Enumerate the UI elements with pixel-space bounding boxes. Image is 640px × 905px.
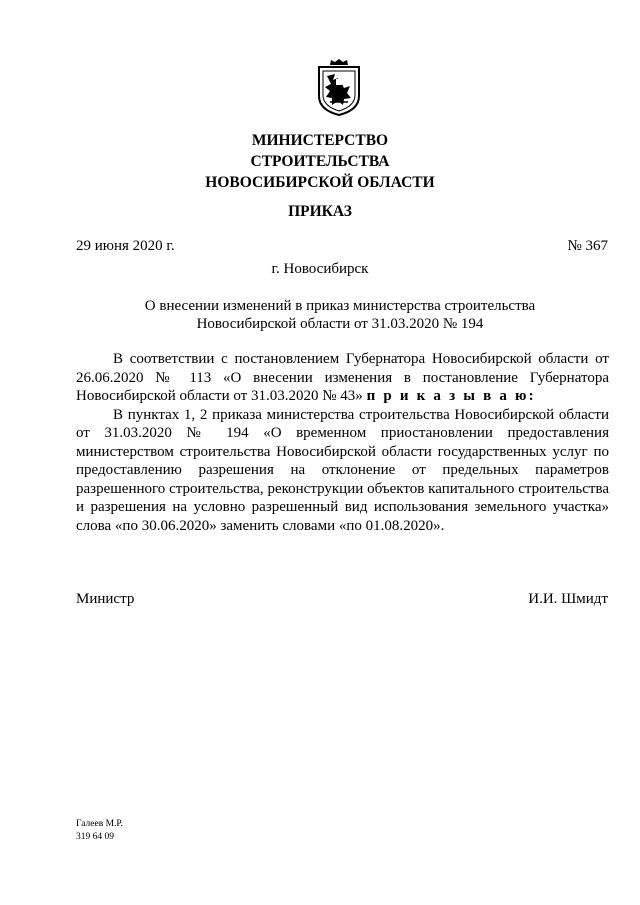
document-date: 29 июня 2020 г. [76, 238, 175, 254]
signer-name: И.И. Шмидт [528, 591, 608, 607]
header-line-2: СТРОИТЕЛЬСТВА [250, 153, 390, 170]
executor-phone: 319 64 09 [76, 832, 114, 842]
coat-of-arms-icon [316, 58, 362, 116]
header-line-3: НОВОСИБИРСКОЙ ОБЛАСТИ [205, 174, 435, 191]
subject-line-1: О внесении изменений в приказ министерства строительства [144, 298, 536, 314]
paragraph-1-text: В соответствии с постановлением Губернатора Новосибирской области от 26.06.2020 № 113 «О внесении изменения в постановление Губернатора Новосибирской области от 31.03.2020 № 43» [76, 351, 609, 404]
document-city: г. Новосибирск [271, 261, 369, 277]
document-body [76, 350, 609, 535]
document-type: ПРИКАЗ [288, 203, 352, 220]
executor-name: Галеев М.Р. [76, 819, 123, 829]
document-number: № 367 [567, 238, 608, 254]
executor-info [76, 818, 123, 844]
subject-line-2: Новосибирской области от 31.03.2020 № 194 [196, 316, 484, 332]
ministry-header [0, 130, 640, 193]
signer-title: Министр [76, 591, 135, 607]
paragraph-1 [76, 350, 609, 406]
header-line-1: МИНИСТЕРСТВО [251, 132, 389, 149]
document-subject [100, 297, 580, 333]
order-word: п р и к а з ы в а ю: [366, 388, 536, 404]
paragraph-2: В пунктах 1, 2 приказа министерства строительства Новосибирской области от 31.03.2020 № 194 «О временном приостановлении предоставления министерством строительства Новосибирской области государственных услуг по предоставлению разрешения на отклонение от предельных параметров разрешенного строительства, реконструкции объектов капитального строительства и разрешения на условно разрешенный вид использования земельного участка» слова «по 30.06.2020» заменить словами «по 01.08.2020». [76, 406, 609, 534]
